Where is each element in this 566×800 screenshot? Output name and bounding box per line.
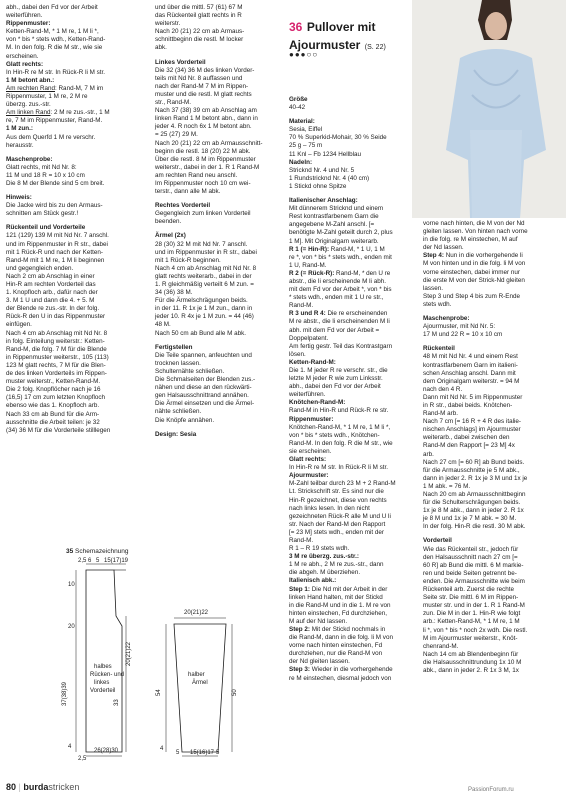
- text-line: nach der Rand-M 7 M im Rippen-: [155, 82, 249, 90]
- section-heading: Maschenprobe:: [6, 155, 53, 163]
- text-line: kontrastfarbenem Garn im italieni-: [423, 361, 518, 369]
- text-line: 11 M und 18 R = 10 x 10 cm: [6, 171, 85, 179]
- text-line: und im Rippenmuster in R str., dabei: [155, 248, 257, 256]
- text-line: glatt rechts weiterarb., dabei in der: [155, 272, 252, 280]
- text-line: ausschnitte die Arbeit teilen: je 32: [6, 418, 100, 426]
- section-heading: Fertigstellen: [155, 343, 193, 351]
- dim-inner-2: 33: [114, 699, 120, 706]
- sleeve-top-width: 20(21)22: [184, 610, 209, 616]
- text-line: Die 2 folg. Knopflöcher nach je 16: [6, 386, 101, 394]
- text-line: 48 M.: [155, 321, 171, 329]
- text-line: trocknen lassen.: [155, 359, 201, 367]
- model-photo: [412, 0, 566, 218]
- text-line: vorne nach hinten einstechen, Fd: [289, 642, 383, 650]
- difficulty-dots: ●●●○○: [289, 50, 319, 59]
- text-line: Wie das Rückenteil str., jedoch für: [423, 545, 519, 553]
- text-line: 1x je 8 M abk., dann in jeder 2. R 1x: [423, 507, 524, 515]
- text-line: in die Rand-M und in die 1. M re von: [289, 601, 391, 609]
- text-line: weiterstr., dabei in der 1. R 1 Rand-M: [155, 163, 260, 171]
- schematic-drawing: [56, 556, 256, 761]
- model-photo-graphic: [412, 0, 566, 218]
- text-line: Die Schmalseiten der Blenden zus.-: [155, 376, 256, 384]
- text-line: (16,5) 17 cm zum letzten Knopfloch: [6, 394, 106, 402]
- text-line: = 25 (27) 29 M.: [155, 131, 198, 139]
- section-heading: Vorderteil: [423, 537, 452, 545]
- text-line: 1 M]. Mit Originalgarn weiterarb.: [289, 237, 379, 245]
- pattern-title-2: Ajourmuster: [289, 38, 361, 52]
- text-line: Nach 37 (38) 39 cm ab Anschlag am: [155, 107, 257, 115]
- text-line: Nach 20 cm ab Armausschnittbeginn: [423, 491, 526, 498]
- text-line: je 8 M und 1x je 7 M abk. = 30 M.: [423, 515, 517, 523]
- section-heading: 3 M re überzg. zus.-str.:: [289, 553, 359, 561]
- piece-label-1: halbes: [94, 664, 112, 670]
- text-line: Die Knöpfe annähen.: [155, 416, 215, 424]
- section-heading: Ajourmuster:: [289, 472, 329, 480]
- text-line: Nach 50 cm ab Bund alle M abk.: [155, 329, 247, 337]
- text-line: die erste M von der Strick-Nd gleiten: [423, 276, 525, 284]
- text-line: weiterführen.: [6, 12, 43, 20]
- text-line: mit 1 Rück-R und nach der Ketten-: [6, 248, 103, 256]
- text-line: mit dem Fd vor der Arbeit *, von * bis: [289, 286, 392, 294]
- section-heading: Rechtes Vorderteil: [155, 202, 211, 210]
- text-line: beginn die restl. 18 (20) 22 M abk.: [155, 147, 251, 155]
- text-line: erscheinen.: [6, 52, 39, 60]
- text-line: 60 R] ab Bund die mittl. 6 M markie-: [423, 561, 524, 569]
- text-line: dann in jeder 2. R 1x je 3 M und 1x je: [423, 474, 528, 482]
- text-line: Stricknd Nr. 4 und Nr. 5: [289, 166, 355, 174]
- text-line: M von hinten und in die folg. li M von: [423, 260, 526, 268]
- text-line: linken Hand halten, mit der Stickd: [289, 593, 383, 601]
- text-line: gen Halsausschnittrand annähen.: [155, 392, 249, 400]
- schema-number: 35: [66, 548, 74, 555]
- text-line: Gegengleich zum linken Vorderteil: [155, 210, 251, 218]
- text-line: weiterführen.: [289, 391, 326, 399]
- text-line: In der folg. Hin-R die restl. 30 M abk.: [423, 523, 526, 531]
- text-line: Hin-R gezeichnet, diese von rechts: [289, 496, 387, 504]
- text-line: Über die restl. 8 M im Rippenmuster: [155, 155, 256, 163]
- section-heading: Größe: [289, 96, 308, 103]
- page-number: 80: [6, 782, 17, 792]
- text-line: lassen.: [423, 284, 443, 292]
- watermark: PassionForum.ru: [468, 787, 514, 793]
- text-line: Für die Ärmelschrägungen beids.: [155, 297, 248, 305]
- text-line: letzte M jeder R wie zum Linksstr.: [289, 375, 383, 383]
- text-line: * stets wdh., enden mit 1 U re str.,: [289, 294, 384, 302]
- text-line: mit 1 Rück-R beginnen.: [155, 256, 221, 264]
- column-3: [289, 96, 409, 683]
- text-line: 25 g – 75 m: [289, 142, 323, 150]
- text-line: 1 Rundstricknd Nr. 4 (40 cm): [289, 174, 370, 182]
- text-line: Die 1. M jeder R re verschr. str., die: [289, 367, 388, 374]
- text-line: Rand-M den Rapport [= 23 M] 4x: [423, 442, 515, 450]
- text-line: Die Ärmel einsetzen und die Ärmel-: [155, 400, 255, 408]
- text-line: In Hin-R re M str. In Rück-R li M str.: [6, 68, 106, 76]
- brand-name: burda: [23, 782, 49, 792]
- text-line: schen Anschlag anschl. Dann mit: [423, 369, 516, 377]
- text-line: und über die mittl. 57 (61) 67 M: [155, 4, 243, 11]
- text-line: beenden.: [155, 218, 182, 226]
- text-line: Am linken Rand: 2 M re zus.-str., 1 M: [6, 109, 110, 117]
- text-line: M auf der Nd lassen.: [289, 617, 348, 625]
- text-line: muster str. und in der 1. R 1 Rand-M: [423, 602, 525, 610]
- text-line: Rand-M arb.: [423, 410, 458, 418]
- text-line: R 1 – R 19 stets wdh.: [289, 545, 350, 553]
- text-line: das Rückenteil glatt rechts in R: [155, 12, 242, 20]
- text-line: in Rippenmuster weiterstr., 105 (113): [6, 353, 109, 361]
- text-line: jeder 4. R noch 6x 1 M betont abn.: [155, 123, 252, 131]
- text-line: Rest kontrastfarbenem Garn die: [289, 213, 379, 221]
- text-line: 1. R gleichmäßig verteilt 6 M zun. =: [155, 281, 254, 288]
- section-heading: Rippenmuster:: [289, 415, 334, 423]
- text-line: sie erscheinen.: [289, 447, 332, 455]
- schema-caption-text: Schemazeichnung: [75, 548, 129, 555]
- text-line: von * bis * stets wdh., Ketten-Rand-: [6, 36, 106, 44]
- text-line: Nach 4 cm ab Anschlag mit Nd Nr. 8: [6, 329, 108, 337]
- section-heading: Knötchen-Rand-M:: [289, 399, 346, 407]
- text-line: Hin-R am rechten Vorderteil das: [6, 281, 96, 288]
- text-line: in R str., dabei beids. Knötchen-: [423, 401, 513, 409]
- text-line: Rand-M. In den folg. R die M str., wie: [289, 439, 393, 447]
- text-line: str., Rand-M.: [155, 99, 192, 107]
- text-line: Nach 14 cm ab Blendenbeginn für: [423, 650, 519, 658]
- text-line: der Nd lassen.: [423, 244, 464, 252]
- column-1: [6, 4, 134, 435]
- text-line: am rechten Rand neu anschl.: [155, 171, 238, 179]
- text-line: Aus dem Querfd 1 M re verschr.: [6, 133, 96, 141]
- text-line: Mit dünnerem Stricknd und einem: [289, 205, 384, 213]
- section-heading: Rückenteil: [423, 345, 455, 353]
- text-line: Nach 33 cm ab Bund für die Arm-: [6, 410, 100, 418]
- text-line: und im Rippenmuster in R str., dabei: [6, 240, 108, 248]
- text-line: 40-42: [289, 104, 306, 112]
- text-line: li *, von * bis * noch 2x wdh. Die restl.: [423, 626, 528, 634]
- text-line: für die Armausschnitte je 5 M abk.,: [423, 466, 520, 474]
- text-line: 1 U, Rand-M.: [289, 261, 327, 269]
- section-heading: Design: Sesia: [155, 430, 197, 438]
- text-line: und gegengleich enden.: [6, 264, 74, 272]
- text-line: Nach 20 (21) 22 cm ab Armaus-: [155, 28, 245, 36]
- text-line: re *, von * bis * stets wdh., enden mit: [289, 253, 392, 261]
- section-heading: Ketten-Rand-M:: [289, 358, 336, 366]
- text-line: enden. Die Armausschnitte wie beim: [423, 577, 525, 585]
- text-line: Rück-R den U in das Rippenmuster: [6, 313, 106, 321]
- text-line: die abgeh. M überziehen.: [289, 569, 361, 577]
- text-line: in folg. Einteilung weiterstr.: Ketten-: [6, 337, 105, 345]
- brand-name-rest: stricken: [48, 782, 80, 792]
- text-line: 17 M und 22 R = 10 x 10 cm: [423, 331, 503, 339]
- piece-label-4: Vorderteil: [90, 688, 116, 694]
- sleeve-outline: [174, 624, 226, 752]
- sleeve-bottom-height: 4: [160, 746, 164, 752]
- dim-top-2: 6: [88, 558, 92, 564]
- text-line: arb.: Ketten-Rand-M, * 1 M re, 1 M: [423, 618, 520, 626]
- text-line: ebenso wie das 1. Knopfloch arb.: [6, 402, 100, 410]
- text-line: abh., dabei den Fd vor der Arbeit: [289, 383, 381, 391]
- text-line: 3. M 1 U und dann die 4. + 5. M: [6, 297, 95, 305]
- text-line: der Nd gleiten lassen.: [289, 658, 350, 666]
- text-line: nähen und diese an den rückwärti-: [155, 384, 252, 392]
- text-line: herausstr.: [6, 141, 34, 149]
- text-line: Nach 2 cm ab Anschlag in einer: [6, 272, 95, 280]
- text-line: terstr., dann alle M abk.: [155, 188, 221, 196]
- section-heading: Material:: [289, 118, 315, 126]
- text-line: dem Originalgarn weiterstr. = 94 M: [423, 377, 520, 385]
- text-line: angegebene M-Zahl anschl. [=: [289, 221, 375, 229]
- text-line: M. In den folg. R die M str., wie sie: [6, 44, 103, 52]
- text-line: abh. mit dem Fd vor der Arbeit =: [289, 326, 380, 334]
- text-line: schnittbeginn die restl. M locker: [155, 36, 244, 44]
- dim-left-1: 10: [68, 582, 75, 588]
- dim-left-2: 20: [68, 624, 75, 630]
- section-heading: 1 M zun.:: [6, 125, 33, 133]
- dim-left-3: 37(38)39: [62, 681, 68, 706]
- text-line: str. Nach der Rand-M den Rapport: [289, 520, 386, 528]
- text-line: 11 Knl – Fb 1234 Hellblau: [289, 150, 361, 158]
- text-line: M re abstr., die li erscheinenden M li: [289, 318, 390, 326]
- text-line: Rand-M, die folg. 7 M für die Blende: [6, 345, 107, 353]
- text-line: arb.: [423, 450, 434, 458]
- text-line: abh., dabei den Fd vor der Arbeit: [6, 4, 98, 11]
- piece-label-3: linkes: [94, 680, 110, 686]
- text-line: Die Teile spannen, anfeuchten und: [155, 351, 252, 359]
- text-line: Step 4: Nun in die vorhergehende li: [423, 252, 523, 260]
- text-line: Seite str. Die mittl. 6 M im Rippen-: [423, 594, 519, 602]
- text-line: Rand-M.: [289, 302, 314, 310]
- text-line: Glatt rechts, mit Nd Nr. 8:: [6, 163, 77, 171]
- page-footer: 80 | burdastricken: [6, 782, 80, 792]
- text-line: 70 % Superkid-Mohair, 30 % Seide: [289, 134, 387, 142]
- text-line: von * bis * stets wdh., Knötchen-: [289, 431, 380, 439]
- sleeve-width-1: 5: [176, 750, 180, 756]
- piece-label-2: Rücken- und: [90, 672, 125, 678]
- text-line: Rand-M mit 1 M re, 1 M li beginnen: [6, 256, 105, 264]
- section-heading: Ärmel (2x): [155, 232, 186, 240]
- text-line: Rippenmuster, 1 M re, 2 M re: [6, 93, 88, 101]
- text-line: Lt. Strickschrift str. Es sind nur die: [289, 488, 384, 496]
- page-reference: (S. 22): [364, 44, 386, 51]
- section-heading: Maschenprobe:: [423, 315, 470, 323]
- text-line: Step 1: Die Nd mit der Arbeit in der: [289, 585, 388, 593]
- text-line: für die Schulterschrägungen beids.: [423, 499, 521, 507]
- text-line: gezeichneten Rück-R alle M und U li: [289, 512, 391, 520]
- text-line: abk.: [155, 44, 167, 52]
- text-line: den Halsausschnitt nach 27 cm [=: [423, 553, 518, 561]
- text-line: einfügen.: [6, 321, 32, 329]
- text-line: abk., dann in jeder 2. R 1x 3 M, 1x: [423, 666, 519, 674]
- text-line: weiterstr.: [155, 20, 181, 28]
- text-line: Dann mit Nd Nr. 5 im Rippenmuster: [423, 393, 523, 401]
- text-line: In Hin-R re M str. In Rück-R li M str.: [289, 464, 389, 472]
- text-line: der Blende re zus.-str. In der folg.: [6, 305, 100, 313]
- text-line: Nach 4 cm ab Anschlag mit Nd Nr. 8: [155, 264, 257, 272]
- dim-left-4: 4: [68, 744, 72, 750]
- column-2: [155, 4, 275, 439]
- sleeve-width-2: 15(16)17: [190, 750, 215, 756]
- text-line: Im Rippenmuster noch 10 cm wei-: [155, 179, 251, 187]
- text-line: die Rand-M, dann in die folg. li M von: [289, 634, 393, 642]
- text-line: 28 (30) 32 M mit Nd Nr. 7 anschl.: [155, 240, 248, 248]
- section-heading: Glatt rechts:: [6, 60, 44, 68]
- text-line: Nach 20 (21) 22 cm ab Armausschnitt-: [155, 139, 263, 147]
- text-line: (34) 36 M für die Vorderteile stilllegen: [6, 426, 111, 434]
- text-line: 34 (36) 38 M.: [155, 289, 193, 297]
- text-line: die Halsausschnittrundung 1x 10 M: [423, 658, 522, 666]
- text-line: Rand-M in Hin-R und Rück-R re str.: [289, 407, 389, 415]
- text-line: R 3 und R 4: Die re erscheinenden: [289, 310, 388, 318]
- text-line: stets wdh.: [423, 300, 452, 308]
- text-line: überzg. zus.-str.: [6, 101, 51, 109]
- text-line: jeder 10. R 4x je 1 M zun. = 44 (46): [155, 313, 254, 321]
- text-line: Sesia, Eiffel: [289, 126, 323, 134]
- section-heading: Rippenmuster:: [6, 20, 51, 28]
- dim-top-3: 5: [96, 558, 100, 564]
- text-line: lösen.: [289, 350, 306, 358]
- text-line: Rückenteil arb. Zuerst die rechte: [423, 586, 514, 594]
- text-line: Knötchen-Rand-M, * 1 M re, 1 M li *,: [289, 423, 391, 431]
- text-line: schnitten am Stück gestr.!: [6, 210, 79, 218]
- text-line: Am fertig gestr. Teil das Kontrastgarn: [289, 342, 393, 350]
- text-line: in die folg. re M einstechen, M auf: [423, 236, 518, 244]
- column-4: [423, 220, 553, 675]
- text-line: vorne nach hinten, die M von der Nd: [423, 220, 525, 227]
- text-line: R 2 (= Rück-R): Rand-M, * den U re: [289, 269, 391, 277]
- text-line: Step 2: Mit der Stickd nochmals in: [289, 626, 386, 633]
- section-heading: Rückenteil und Vorderteile: [6, 224, 86, 232]
- text-line: M im Ajourmuster weiterstr., Knöt-: [423, 634, 518, 642]
- text-line: hinten einstechen, Fd durchziehen,: [289, 609, 388, 617]
- text-line: [= 23 M] stets wdh., enden mit der: [289, 528, 385, 536]
- sleeve-height: 54: [156, 689, 162, 696]
- text-line: chenrand-M.: [423, 642, 459, 650]
- text-line: 48 M mit Nd Nr. 4 und einem Rest: [423, 353, 518, 361]
- text-line: Die Jacke wird bis zu den Armaus-: [6, 202, 103, 210]
- text-line: Schulternähte schließen.: [155, 367, 225, 375]
- text-line: ren und beide Seiten getrennt be-: [423, 569, 517, 577]
- dim-bottom-small: 2,5: [78, 756, 87, 762]
- text-line: Ajourmuster, mit Nd Nr. 5:: [423, 323, 496, 331]
- dim-top-1: 2,5: [78, 558, 87, 564]
- text-line: teils mit Nd Nr. 8 auffassen und: [155, 74, 243, 82]
- text-line: benötigte M-Zahl geteilt durch 2, plus: [289, 229, 393, 237]
- text-line: abstr., die li erscheinende M li abh.: [289, 277, 386, 285]
- section-heading: Italienisch abk.:: [289, 577, 337, 585]
- pattern-title-1: Pullover mit: [306, 20, 376, 34]
- text-line: 1 Stickd ohne Spitze: [289, 182, 347, 190]
- text-line: Nach 7 cm [= 16 R + 4 R des italie-: [423, 418, 521, 426]
- section-heading: Nadeln:: [289, 158, 313, 166]
- text-line: durchziehen, nur die Rand-M von: [289, 650, 383, 658]
- text-line: vorne einstechen, dabei immer nur: [423, 268, 520, 276]
- text-line: Ketten-Rand-M, * 1 M re, 1 M li *,: [6, 28, 99, 36]
- text-line: gleiten lassen. Von hinten nach vorne: [423, 228, 528, 236]
- section-heading: Italienischer Anschlag:: [289, 197, 358, 205]
- sleeve-label-1: halber: [188, 672, 205, 678]
- text-line: Step 3 und Step 4 bis zum R-Ende: [423, 292, 520, 300]
- text-line: Die 32 (34) 36 M des linken Vorder-: [155, 66, 255, 74]
- text-line: de des linken Vorderteils im Rippen-: [6, 370, 107, 378]
- text-line: 121 (129) 139 M mit Nd Nr. 7 anschl.: [6, 232, 109, 240]
- text-line: in der 11. R 1x je 1 M zun., dann in: [155, 305, 253, 313]
- text-line: R 1 (= Hin-R): Rand-M, * 1 U, 1 M: [289, 245, 385, 253]
- text-line: 1. Knopfloch arb., dafür nach der: [6, 289, 98, 297]
- text-line: nach links lesen. In den nicht: [289, 504, 370, 512]
- sleeve-width-3: 5: [216, 750, 220, 756]
- text-line: Doppelpatent.: [289, 334, 329, 342]
- pattern-number: 36: [289, 20, 303, 34]
- section-heading: Glatt rechts:: [289, 456, 327, 464]
- text-line: nach den 4 R.: [423, 385, 463, 393]
- dim-bottom: 26(28)30: [94, 748, 119, 754]
- text-line: 123 M glatt rechts, 7 M für die Blen-: [6, 361, 106, 369]
- text-line: weiterarb., dabei zwischen den: [423, 434, 510, 442]
- sleeve-inner-height: 50: [232, 689, 238, 696]
- text-line: Step 3: Wieder in die vorhergehende: [289, 666, 393, 674]
- section-heading: Linkes Vorderteil: [155, 58, 206, 66]
- sleeve-label-2: Ärmel: [192, 680, 208, 686]
- text-line: Nach 27 cm [= 60 R] ab Bund beids.: [423, 458, 525, 466]
- text-line: zun. Die M in der 1. Hin-R wie folgt: [423, 610, 521, 618]
- schema-caption: [66, 548, 129, 555]
- body-piece-outline: [86, 570, 125, 752]
- text-line: muster und die restl. M glatt rechts: [155, 90, 252, 98]
- dim-inner-1: 20(21)22: [126, 641, 132, 666]
- dim-top-4: 15(17)19: [104, 558, 129, 564]
- section-heading: Hinweis:: [6, 194, 32, 202]
- section-heading: 1 M betont abn.:: [6, 76, 55, 84]
- text-line: Rand-M.: [289, 536, 314, 544]
- text-line: Die 8 M der Blende sind 5 cm breit.: [6, 179, 105, 187]
- text-line: linken Rand 1 M betont abn., dann in: [155, 115, 258, 123]
- text-line: re M einstechen, diesmal jedoch von: [289, 674, 392, 682]
- text-line: nischen Anschlags] im Ajourmuster: [423, 426, 521, 434]
- text-line: 1 M abk. = 76 M.: [423, 482, 471, 490]
- text-line: Am rechten Rand: Rand-M, 7 M im: [6, 84, 104, 92]
- text-line: muster weiterstr., Ketten-Rand-M.: [6, 378, 101, 386]
- text-line: nähte schließen.: [155, 408, 202, 416]
- text-line: re, 7 M im Rippenmuster, Rand-M.: [6, 117, 103, 125]
- text-line: 1 M re abh., 2 M re zus.-str., dann: [289, 561, 384, 569]
- text-line: M-Zahl teilbar durch 23 M + 2 Rand-M: [289, 480, 396, 488]
